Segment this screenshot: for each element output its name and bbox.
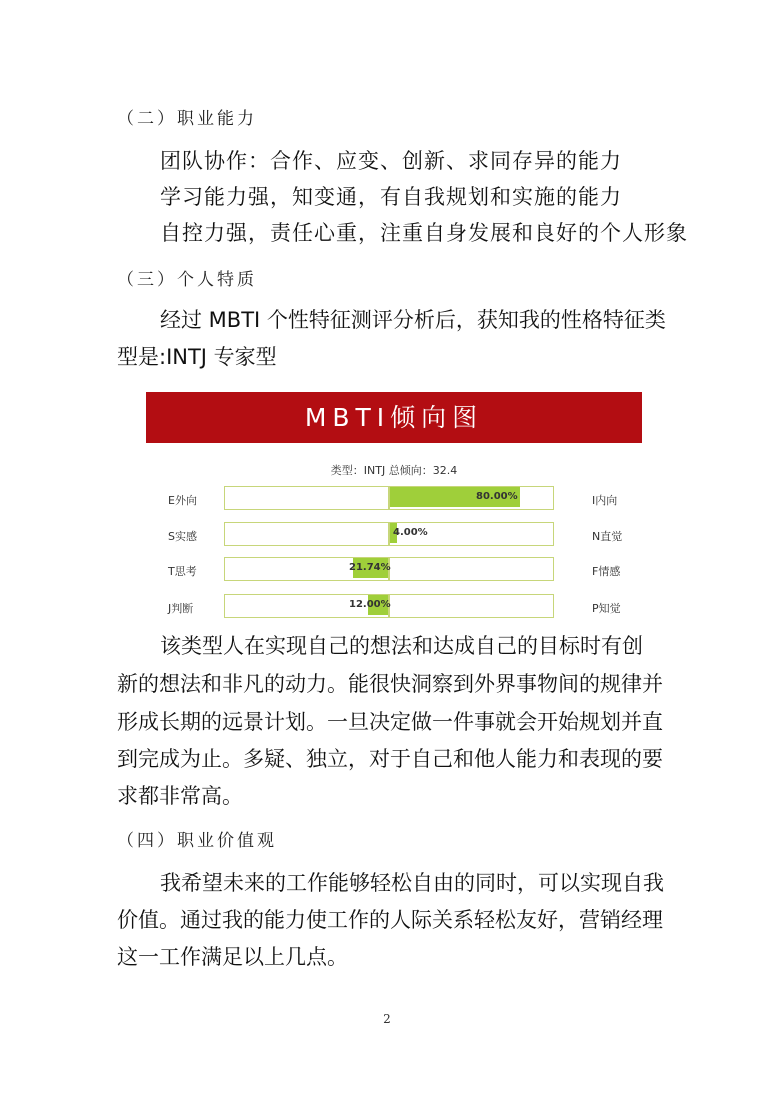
mbti-subtitle: 类型：INTJ 总倾向：32.4: [330, 464, 458, 477]
ability-line-3: 自控力强，责任心重，注重自身发展和良好的个人形象: [160, 221, 688, 245]
section-heading-values: （四）职业价值观: [117, 831, 277, 851]
mbti-right-label: P知觉: [592, 602, 621, 615]
mbti-bar-box: [224, 522, 554, 546]
page-number: 2: [383, 1012, 391, 1026]
value-desc-line-2: 价值。通过我的能力使工作的人际关系轻松友好，营销经理: [117, 908, 663, 932]
value-desc-line-1: 我希望未来的工作能够轻松自由的同时，可以实现自我: [160, 871, 664, 895]
mbti-value-label: 80.00%: [476, 491, 518, 502]
mbti-row-jp: [146, 594, 642, 620]
trait-desc-line-1: 该类型人在实现自己的想法和达成自己的目标时有创: [160, 634, 643, 658]
mbti-left-half: [224, 522, 389, 546]
trait-intro-line-2: 型是:INTJ 专家型: [117, 345, 277, 369]
ability-line-1: 团队协作：合作、应变、创新、求同存异的能力: [160, 149, 622, 173]
mbti-right-label: N直觉: [592, 530, 623, 543]
mbti-left-half: [224, 486, 389, 510]
section-heading-ability: （二）职业能力: [117, 109, 257, 129]
trait-intro-line-1: 经过 MBTI 个性特征测评分析后，获知我的性格特征类: [160, 308, 666, 332]
mbti-right-half: [389, 557, 554, 581]
mbti-left-label: E外向: [168, 494, 197, 507]
mbti-row-tf: [146, 557, 642, 583]
mbti-bar-box: [224, 557, 554, 581]
mbti-bar-box: [224, 486, 554, 510]
mbti-bar-box: [224, 594, 554, 618]
mbti-value-label: 21.74%: [349, 562, 391, 573]
mbti-left-label: J判断: [168, 602, 194, 615]
trait-desc-line-5: 求都非常高。: [117, 784, 243, 808]
value-desc-line-3: 这一工作满足以上几点。: [117, 945, 348, 969]
mbti-right-label: F情感: [592, 565, 621, 578]
mbti-value-label: 4.00%: [393, 527, 428, 538]
mbti-right-half: [389, 594, 554, 618]
ability-line-2: 学习能力强，知变通，有自我规划和实施的能力: [160, 185, 622, 209]
trait-desc-line-2: 新的想法和非凡的动力。能很快洞察到外界事物间的规律并: [117, 672, 663, 696]
mbti-value-label: 12.00%: [349, 599, 391, 610]
mbti-row-sn: [146, 522, 642, 548]
mbti-right-label: I内向: [592, 494, 618, 507]
mbti-banner: MBTI倾向图: [146, 392, 642, 443]
trait-desc-line-4: 到完成为止。多疑、独立，对于自己和他人能力和表现的要: [117, 747, 663, 771]
trait-desc-line-3: 形成长期的远景计划。一旦决定做一件事就会开始规划并直: [117, 710, 663, 734]
mbti-row-ei: [146, 486, 642, 512]
mbti-left-label: T思考: [168, 565, 197, 578]
mbti-left-label: S实感: [168, 530, 197, 543]
section-heading-traits: （三）个人特质: [117, 270, 257, 290]
